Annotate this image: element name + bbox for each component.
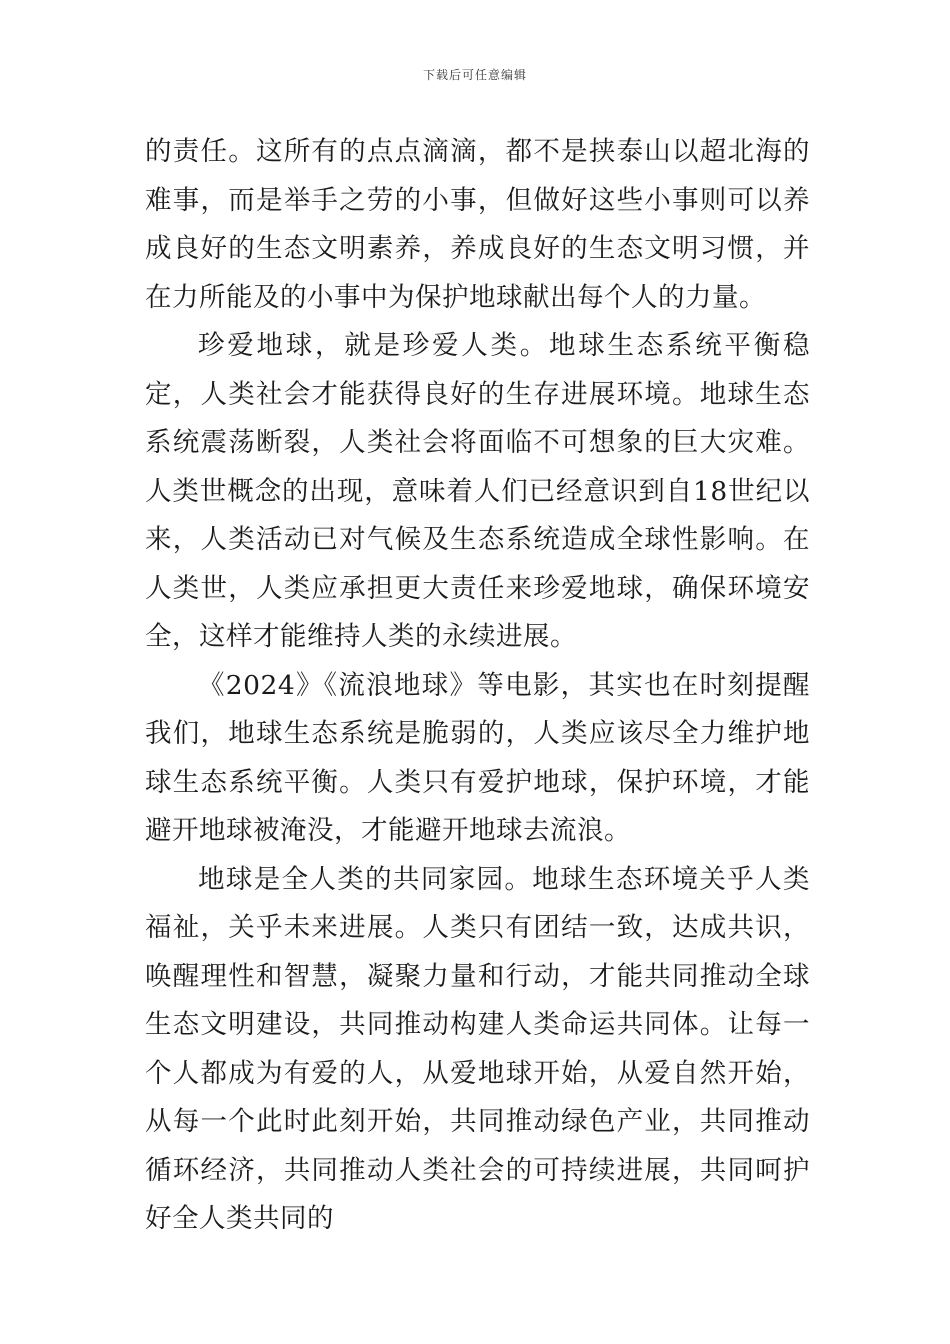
- paragraph: 《2024》《流浪地球》等电影，其实也在时刻提醒我们，地球生态系统是脆弱的，人类应该尽全力维护地球生态系统平衡。人类只有爱护地球，保护环境，才能避开地球被淹没，才能避开地球去流浪。: [145, 669, 810, 846]
- paragraph: 地球是全人类的共同家园。地球生态环境关乎人类福祉，关乎未来进展。人类只有团结一致，达成共识，唤醒理性和智慧，凝聚力量和行动，才能共同推动全球生态文明建设，共同推动构建人类命运共同体。让每一个人都成为有爱的人，从爱地球开始，从爱自然开始，从每一个此时此刻开始，共同推动绿色产业，共同推动循环经济，共同推动人类社会的可持续进展，共同呵护好全人类共同的: [145, 863, 810, 1234]
- page-header-note: 下载后可任意编辑: [422, 68, 527, 82]
- paragraph: 珍爱地球，就是珍爱人类。地球生态系统平衡稳定，人类社会才能获得良好的生存进展环境。地球生态系统震荡断裂，人类社会将面临不可想象的巨大灾难。人类世概念的出现，意味着人们已经意识到自18世纪以来，人类活动已对气候及生态系统造成全球性影响。在人类世，人类应承担更大责任来珍爱地球，确保环境安全，这样才能维持人类的永续进展。: [145, 330, 810, 652]
- paragraph-continuation: 的责任。这所有的点点滴滴，都不是挟泰山以超北海的难事，而是举手之劳的小事，但做好这些小事则可以养成良好的生态文明素养，养成良好的生态文明习惯，并在力所能及的小事中为保护地球献出每个人的力量。: [145, 136, 810, 313]
- document-body: [145, 128, 810, 1244]
